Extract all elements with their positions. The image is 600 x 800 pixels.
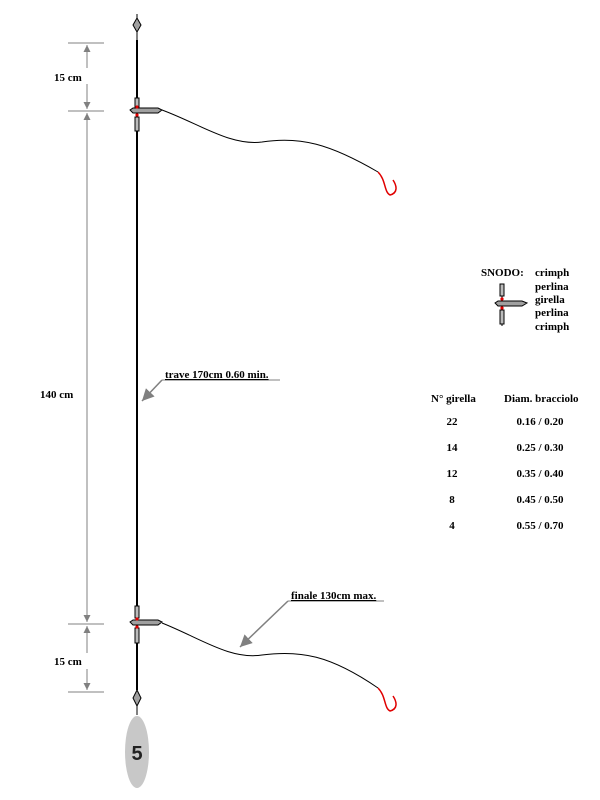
upper-snodo (130, 98, 162, 131)
legend-item-perlina-2: perlina (535, 307, 569, 319)
bottom-swivel (133, 690, 141, 715)
upper-branch-line (162, 110, 378, 172)
table-cell-girella: 12 (446, 468, 458, 480)
table-header-diam: Diam. bracciolo (504, 393, 579, 405)
legend-title: SNODO: (481, 267, 524, 279)
top-swivel (133, 14, 141, 40)
legend-snodo-icon (495, 284, 527, 326)
finale-label: finale 130cm max. (291, 590, 377, 602)
lower-snodo (130, 606, 162, 643)
snodo-legend (481, 267, 569, 333)
trave-label: trave 170cm 0.60 min. (165, 369, 269, 381)
legend-item-perlina-1: perlina (535, 281, 569, 293)
finale-arrow (240, 601, 288, 647)
table-cell-girella: 14 (446, 442, 458, 454)
lower-hook (378, 688, 396, 711)
table-cell-girella: 22 (446, 416, 458, 428)
sinker-weight: 5 (131, 743, 143, 765)
table-cell-diam: 0.25 / 0.30 (516, 442, 564, 454)
table-cell-diam: 0.16 / 0.20 (516, 416, 564, 428)
table-cell-girella: 4 (449, 520, 455, 532)
legend-item-crimph-1: crimph (535, 267, 570, 279)
lower-branch-line (162, 623, 378, 688)
dim-label-bottom: 15 cm (54, 656, 82, 668)
dim-label-middle: 140 cm (40, 389, 74, 401)
upper-hook (378, 172, 396, 195)
girella-table (431, 393, 579, 532)
table-cell-girella: 8 (449, 494, 455, 506)
dim-label-top: 15 cm (54, 72, 82, 84)
dimension-lines (68, 43, 104, 692)
legend-item-crimph-2: crimph (535, 321, 570, 333)
table-cell-diam: 0.35 / 0.40 (516, 468, 564, 480)
table-cell-diam: 0.55 / 0.70 (516, 520, 564, 532)
table-cell-diam: 0.45 / 0.50 (516, 494, 564, 506)
legend-item-girella: girella (535, 294, 565, 306)
trave-arrow (142, 380, 162, 401)
table-header-girella: N° girella (431, 393, 476, 405)
